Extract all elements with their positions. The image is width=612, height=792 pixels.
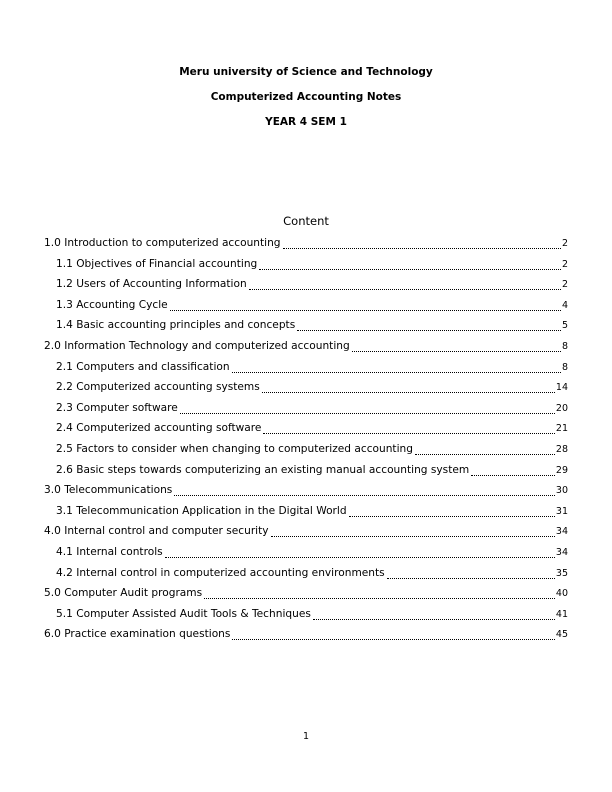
toc-entry[interactable] xyxy=(56,402,568,420)
toc-entry-page: 20 xyxy=(555,402,568,414)
toc-dot-leader xyxy=(471,475,555,476)
toc-dot-leader xyxy=(297,330,561,331)
toc-entry[interactable] xyxy=(56,505,568,523)
toc-entry-label: 6.0 Practice examination questions xyxy=(44,628,231,641)
document-title: Meru university of Science and Technology xyxy=(179,66,433,78)
toc-entry-label: 1.2 Users of Accounting Information xyxy=(56,278,247,291)
toc-dot-leader xyxy=(174,495,555,496)
toc-entry-label: 2.3 Computer software xyxy=(56,401,178,414)
toc-dot-leader xyxy=(232,372,561,373)
toc-entry-label: 1.1 Objectives of Financial accounting xyxy=(56,257,258,270)
toc-entry-page: 28 xyxy=(555,444,568,455)
toc-entry[interactable] xyxy=(56,422,568,440)
toc-heading: Content xyxy=(283,214,329,228)
toc-entry[interactable] xyxy=(56,299,568,317)
toc-entry[interactable] xyxy=(56,381,568,399)
toc-entry-page: 29 xyxy=(555,464,568,476)
toc-dot-leader xyxy=(352,351,561,352)
toc-dot-leader xyxy=(313,619,555,620)
toc-entry[interactable] xyxy=(56,278,568,296)
toc-entry-page: 2 xyxy=(561,238,568,249)
toc-entry[interactable] xyxy=(44,628,568,646)
toc-dot-leader xyxy=(271,536,555,537)
toc-entry[interactable] xyxy=(56,319,568,337)
toc-dot-leader xyxy=(349,516,555,517)
document-year-semester: YEAR 4 SEM 1 xyxy=(265,116,347,128)
toc-entry-page: 14 xyxy=(555,382,568,394)
toc-entry-label: 5.1 Computer Assisted Audit Tools & Techniques xyxy=(56,607,311,620)
toc-dot-leader xyxy=(165,557,555,558)
toc-entry-label: 2.4 Computerized accounting software xyxy=(56,422,262,435)
toc-entry-page: 5 xyxy=(561,320,568,332)
toc-entry-label: 4.1 Internal controls xyxy=(56,546,163,558)
toc-dot-leader xyxy=(204,598,555,599)
toc-entry-page: 8 xyxy=(561,341,568,352)
toc-entry-label: 3.0 Telecommunications xyxy=(44,484,173,497)
toc-entry[interactable] xyxy=(44,587,568,605)
toc-dot-leader xyxy=(232,639,555,640)
toc-dot-leader xyxy=(262,392,555,393)
toc-dot-leader xyxy=(180,413,555,414)
document-subtitle: Computerized Accounting Notes xyxy=(210,91,402,103)
toc-entry-page: 34 xyxy=(555,526,568,538)
toc-entry[interactable] xyxy=(44,340,568,358)
toc-entry[interactable] xyxy=(44,237,568,255)
toc-entry-page: 8 xyxy=(561,361,568,373)
toc-entry-page: 30 xyxy=(555,485,568,497)
toc-entry-label: 4.2 Internal control in computerized accounting environments xyxy=(56,566,385,579)
toc-entry-label: 1.3 Accounting Cycle xyxy=(56,298,168,311)
toc-entry-label: 2.6 Basic steps towards computerizing an existing manual accounting system xyxy=(56,463,470,476)
toc-entry[interactable] xyxy=(56,258,568,276)
toc-entry-label: 2.1 Computers and classification xyxy=(56,360,230,373)
toc-dot-leader xyxy=(415,454,555,455)
toc-entry-page: 21 xyxy=(555,423,568,435)
toc-entry-label: 2.2 Computerized accounting systems xyxy=(56,381,260,394)
toc-entry-page: 34 xyxy=(555,547,568,558)
toc-entry-label: 4.0 Internal control and computer security xyxy=(44,525,269,538)
toc-dot-leader xyxy=(263,433,554,434)
toc-entry-page: 31 xyxy=(555,505,568,517)
toc-entry[interactable] xyxy=(56,443,568,461)
toc-entry[interactable] xyxy=(56,608,568,626)
toc-entry[interactable] xyxy=(56,546,568,564)
toc-entry-page: 2 xyxy=(561,258,568,270)
page-number: 1 xyxy=(302,731,310,742)
toc-entry[interactable] xyxy=(56,464,568,482)
toc-entry-page: 35 xyxy=(555,567,568,579)
toc-entry-label: 2.0 Information Technology and computerized accounting xyxy=(44,340,350,352)
toc-entry[interactable] xyxy=(56,361,568,379)
toc-entry-label: 1.4 Basic accounting principles and concepts xyxy=(56,319,296,332)
toc-entry-label: 3.1 Telecommunication Application in the Digital World xyxy=(56,504,347,517)
toc-entry[interactable] xyxy=(56,567,568,585)
toc-dot-leader xyxy=(249,289,561,290)
toc-entry-label: 5.0 Computer Audit programs xyxy=(44,587,203,600)
toc-dot-leader xyxy=(259,269,561,270)
toc-entry-page: 45 xyxy=(555,629,568,641)
toc-entry-label: 2.5 Factors to consider when changing to computerized accounting xyxy=(56,443,413,455)
toc-entry-label: 1.0 Introduction to computerized accounting xyxy=(44,237,281,249)
toc-dot-leader xyxy=(283,248,561,249)
toc-entry[interactable] xyxy=(44,484,568,502)
toc-entry[interactable] xyxy=(44,525,568,543)
toc-dot-leader xyxy=(387,578,555,579)
toc-entry-page: 40 xyxy=(555,588,568,600)
toc-entry-page: 2 xyxy=(561,279,568,291)
toc-dot-leader xyxy=(170,310,561,311)
toc-entry-page: 4 xyxy=(561,299,568,311)
toc-entry-page: 41 xyxy=(555,608,568,620)
